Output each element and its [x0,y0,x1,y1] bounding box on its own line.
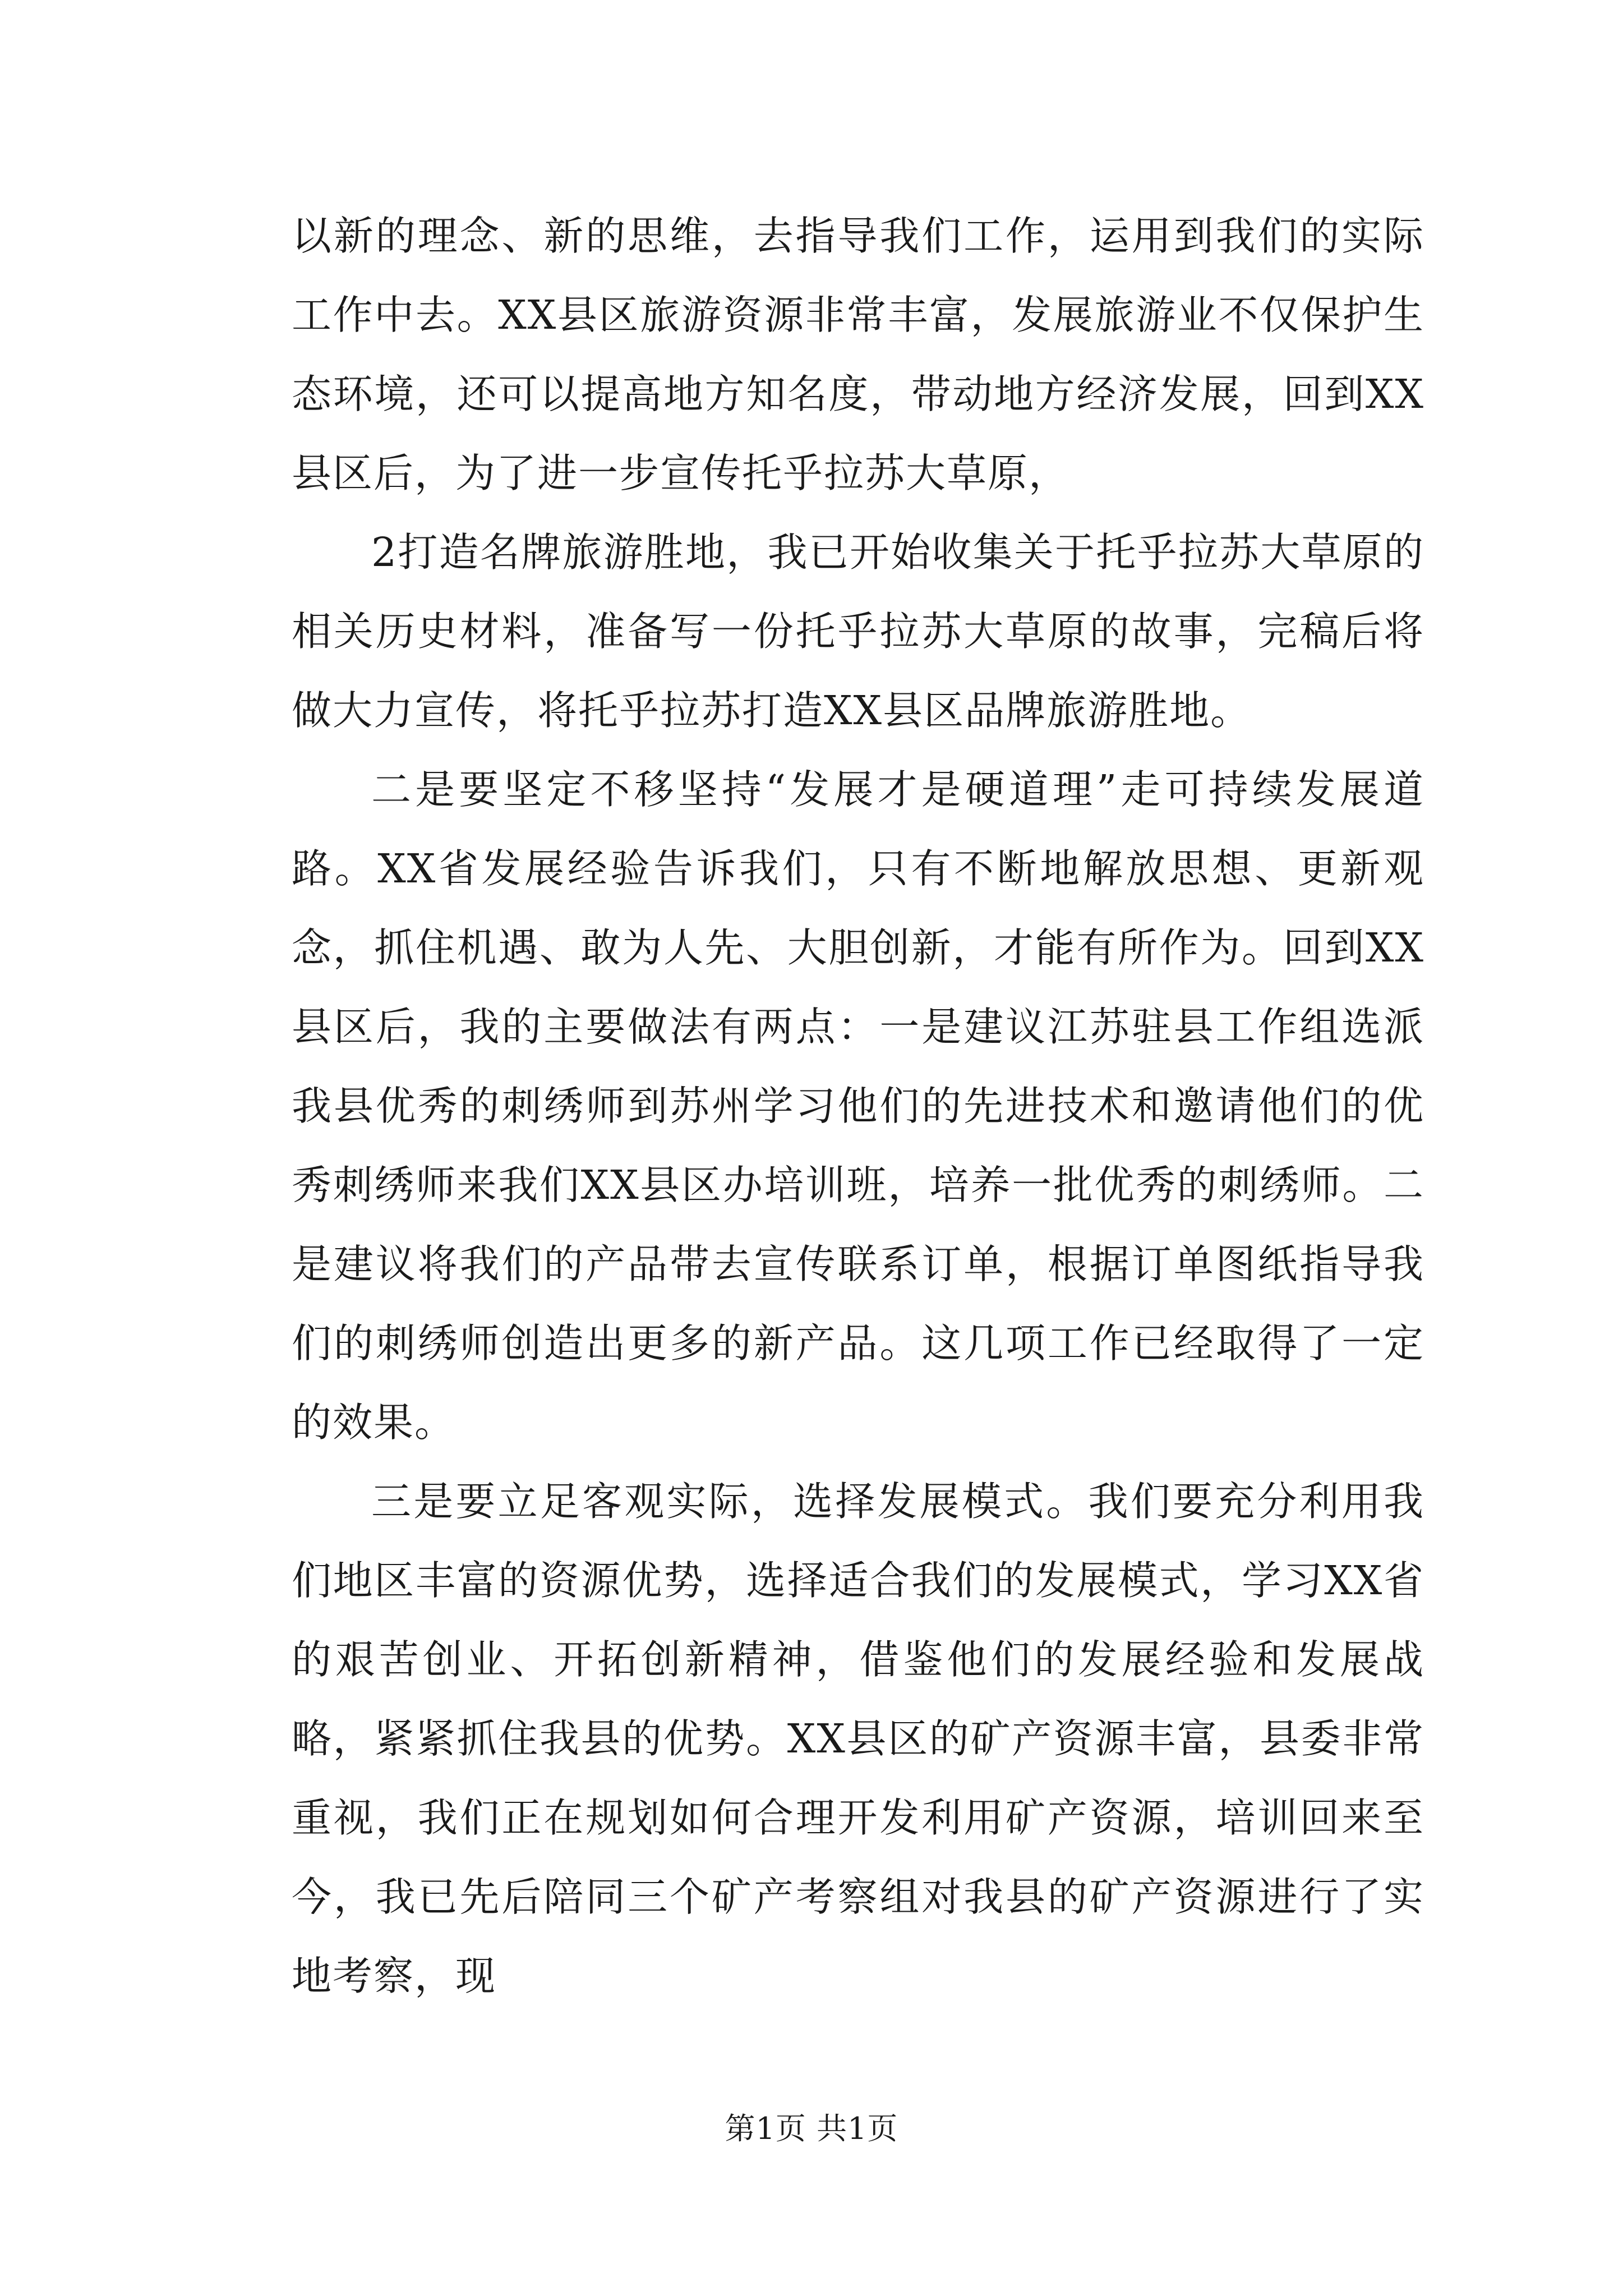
paragraph-development-path: 二是要坚定不移坚持“发展才是硬道理”走可持续发展道路。XX省发展经验告诉我们，只有不断地解放思想、更新观念，抓住机遇、敢为人先、大胆创新，才能有所作为。回到XX县区后，我的主要做法有两点：一是建议江苏驻县工作组选派我县优秀的刺绣师到苏州学习他们的先进技术和邀请他们的优秀刺绣师来我们XX县区办培训班，培养一批优秀的刺绣师。二是建议将我们的产品带去宣传联系订单，根据订单图纸指导我们的刺绣师创造出更多的新产品。这几项工作已经取得了一定的效果。 [292,766,1424,1446]
paragraph-tourism-branding: 2打造名牌旅游胜地，我已开始收集关于托乎拉苏大草原的相关历史材料，准备写一份托乎拉苏大草原的故事，完稿后将做大力宣传，将托乎拉苏打造XX县区品牌旅游胜地。 [292,529,1424,734]
page-footer: 第1页 共1页 [725,2111,898,2146]
paragraph-continuation: 以新的理念、新的思维，去指导我们工作，运用到我们的实际工作中去。XX县区旅游资源非常丰富，发展旅游业不仅保护生态环境，还可以提高地方知名度，带动地方经济发展，回到XX县区后，为了进一步宣传托乎拉苏大草原， [292,213,1424,496]
paragraph-development-model: 三是要立足客观实际，选择发展模式。我们要充分利用我们地区丰富的资源优势，选择适合我们的发展模式，学习XX省的艰苦创业、开拓创新精神，借鉴他们的发展经验和发展战略，紧紧抓住我县的优势。XX县区的矿产资源丰富，县委非常重视，我们正在规划如何合理开发利用矿产资源，培训回来至今，我已先后陪同三个矿产考察组对我县的矿产资源进行了实地考察，现 [292,1478,1424,1999]
document-body [292,196,1424,2016]
